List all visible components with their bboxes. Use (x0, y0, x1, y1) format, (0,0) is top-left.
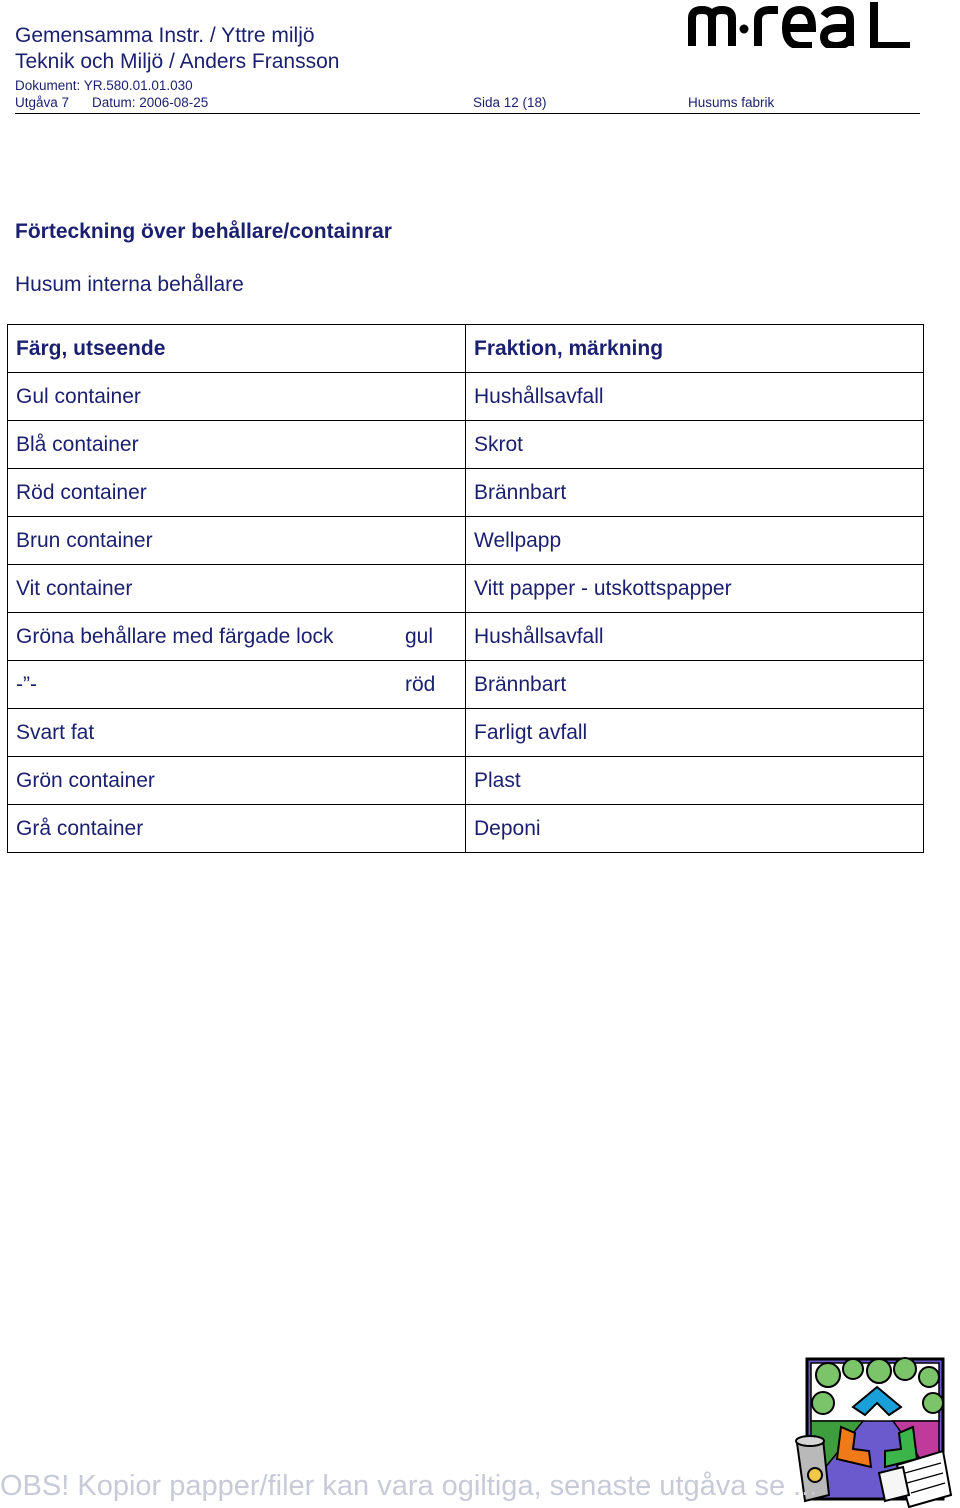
cell-fraction: Brännbart (466, 469, 924, 517)
cell-lid: gul (405, 624, 434, 648)
cell-fraction: Hushållsavfall (466, 373, 924, 421)
header-document-id: Dokument: YR.580.01.01.030 (15, 78, 193, 93)
cell-color: Röd container (8, 469, 466, 517)
cell-fraction: Deponi (466, 805, 924, 853)
cell-fraction: Wellpapp (466, 517, 924, 565)
header-meta-row (15, 94, 920, 114)
cell-fraction: Plast (466, 757, 924, 805)
cell-color: Svart fat (8, 709, 466, 757)
header-site: Husums fabrik (688, 95, 775, 110)
table-row (8, 469, 924, 517)
cell-color: Vit container (8, 565, 466, 613)
column-header-fraction: Fraktion, märkning (466, 325, 924, 373)
cell-fraction: Hushållsavfall (466, 613, 924, 661)
header-org-line: Gemensamma Instr. / Yttre miljö (15, 24, 315, 47)
cell-fraction: Brännbart (466, 661, 924, 709)
header-page: Sida 12 (18) (473, 95, 547, 110)
cell-fraction: Vitt papper - utskottspapper (466, 565, 924, 613)
table-row (8, 613, 924, 661)
mreal-logo (688, 2, 916, 48)
table-row (8, 565, 924, 613)
header-dept-line: Teknik och Miljö / Anders Fransson (15, 50, 340, 73)
table-row (8, 373, 924, 421)
table-row (8, 757, 924, 805)
cell-color: Gröna behållare med färgade lock gul (8, 613, 466, 661)
container-table (7, 324, 924, 853)
cell-lid: röd (405, 672, 436, 696)
table-row (8, 661, 924, 709)
cell-color: Brun container (8, 517, 466, 565)
cell-color: -”- röd (8, 661, 466, 709)
cell-fraction: Skrot (466, 421, 924, 469)
column-header-color: Färg, utseende (8, 325, 466, 373)
cell-color: Gul container (8, 373, 466, 421)
cell-color: Grön container (8, 757, 466, 805)
table-row (8, 805, 924, 853)
footer-note: OBS! Kopior papper/filer kan vara ogiltiga, senaste utgåva se ... (0, 1470, 818, 1502)
page-title: Förteckning över behållare/containrar (15, 220, 392, 243)
page-subtitle: Husum interna behållare (15, 273, 244, 296)
table-header-row (8, 325, 924, 373)
header-edition: Utgåva 7 (15, 95, 70, 110)
header-date: Datum: 2006-08-25 (92, 95, 209, 110)
table-row (8, 517, 924, 565)
cell-color: Grå container (8, 805, 466, 853)
table-row (8, 709, 924, 757)
cell-fraction: Farligt avfall (466, 709, 924, 757)
cell-color: Blå container (8, 421, 466, 469)
table-row (8, 421, 924, 469)
